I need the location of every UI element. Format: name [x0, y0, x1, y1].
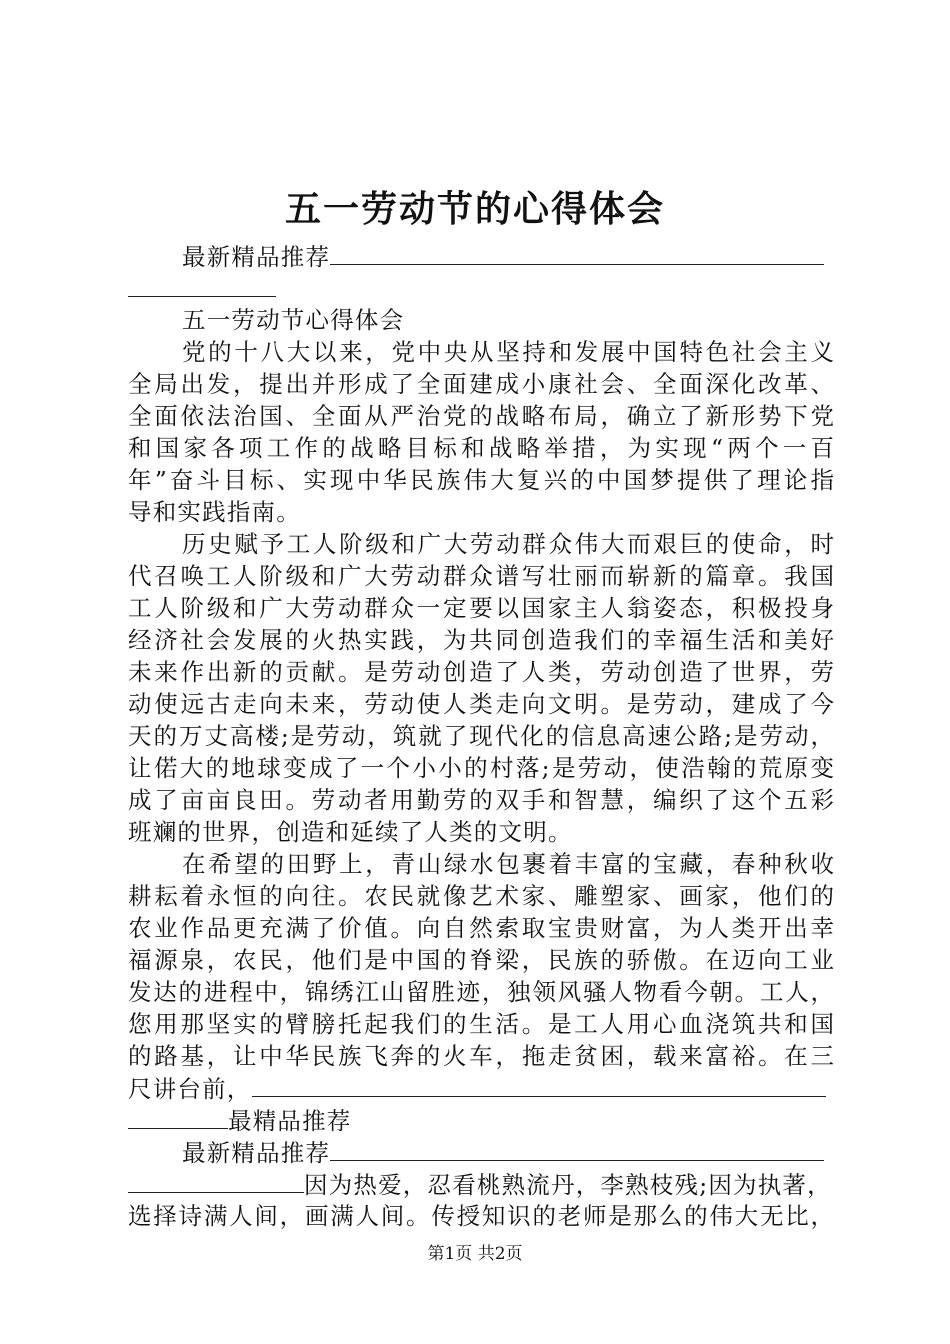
body-line: 福源泉，农民，他们是中国的脊梁，民族的骄傲。在迈向工业	[128, 946, 834, 974]
body-line	[128, 1072, 834, 1105]
body-line: 发达的进程中，锦绣江山留胜迹，独领风骚人物看今朝。工人，	[128, 978, 834, 1006]
body-line: 天的万丈高楼;是劳动，筑就了现代化的信息高速公路;是劳动，	[128, 722, 834, 750]
body-line: 经济社会发展的火热实践，为共同创造我们的幸福生活和美好	[128, 626, 834, 654]
body-line: 工人阶级和广大劳动群众一定要以国家主人翁姿态，积极投身	[128, 594, 834, 622]
body-line: 导和实践指南。	[128, 498, 301, 526]
body-line: 党的十八大以来，党中央从坚持和发展中国特色社会主义	[182, 338, 834, 366]
body-line: 动使远古走向未来，劳动使人类走向文明。是劳动，建成了今	[128, 690, 834, 718]
body-line: 您用那坚实的臂膀托起我们的生活。是工人用心血浇筑共和国	[128, 1010, 834, 1038]
body-line: 让偌大的地球变成了一个小小的村落;是劳动，使浩翰的荒原变	[128, 754, 834, 782]
tail-line-1	[128, 1168, 834, 1201]
recommend-label: 最新精品推荐	[182, 243, 331, 271]
blank-underline	[252, 1072, 826, 1097]
body-line: 全局出发，提出并形成了全面建成小康社会、全面深化改革、	[128, 370, 834, 398]
blank-underline	[128, 1168, 304, 1193]
body-line: 年”奋斗目标、实现中华民族伟大复兴的中国梦提供了理论指	[128, 466, 834, 494]
blank-underline	[128, 1104, 228, 1129]
document-title: 五一劳动节的心得体会	[284, 188, 665, 230]
body-line: 全面依法治国、全面从严治党的战略布局，确立了新形势下党	[128, 402, 834, 430]
body-line: 农业作品更充满了价值。向自然索取宝贵财富，为人类开出幸	[128, 914, 834, 942]
body-line: 在希望的田野上，青山绿水包裹着丰富的宝藏，春种秋收	[182, 850, 834, 878]
body-line: 耕耘着永恒的向往。农民就像艺术家、雕塑家、画家，他们的	[128, 882, 834, 910]
body-line: 班斓的世界，创造和延续了人类的文明。	[128, 818, 573, 846]
body-line-text: 尺讲台前，	[128, 1075, 252, 1103]
body-line: 历史赋予工人阶级和广大劳动群众伟大而艰巨的使命，时	[182, 530, 834, 558]
recommend-mid-line	[128, 1104, 834, 1137]
recommend-mid-label: 最精品推荐	[228, 1107, 352, 1135]
tail-line-2: 选择诗满人间，画满人间。传授知识的老师是那么的伟大无比，	[128, 1202, 834, 1230]
body-line: 代召唤工人阶级和广大劳动群众谱写壮丽而崭新的篇章。我国	[128, 562, 834, 590]
body-line: 的路基，让中华民族飞奔的火车，拖走贫困，载来富裕。在三	[128, 1042, 834, 1070]
article-subtitle: 五一劳动节心得体会	[182, 306, 405, 334]
recommend-line	[182, 240, 834, 273]
blank-line	[128, 272, 834, 305]
tail-text-1: 因为热爱，忍看桃熟流丹，李熟枝残;因为执著，	[304, 1171, 832, 1199]
body-line: 成了亩亩良田。劳动者用勤劳的双手和智慧，编织了这个五彩	[128, 786, 834, 814]
recommend-line-2	[182, 1136, 834, 1169]
recommend-label-2: 最新精品推荐	[182, 1139, 331, 1167]
blank-underline	[330, 1136, 824, 1161]
blank-underline	[330, 240, 824, 265]
page-footer: 第1页 共2页	[427, 1244, 523, 1264]
blank-underline	[128, 272, 276, 297]
body-line: 和国家各项工作的战略目标和战略举措，为实现“两个一百	[128, 434, 834, 462]
body-line: 未来作出新的贡献。是劳动创造了人类，劳动创造了世界，劳	[128, 658, 834, 686]
